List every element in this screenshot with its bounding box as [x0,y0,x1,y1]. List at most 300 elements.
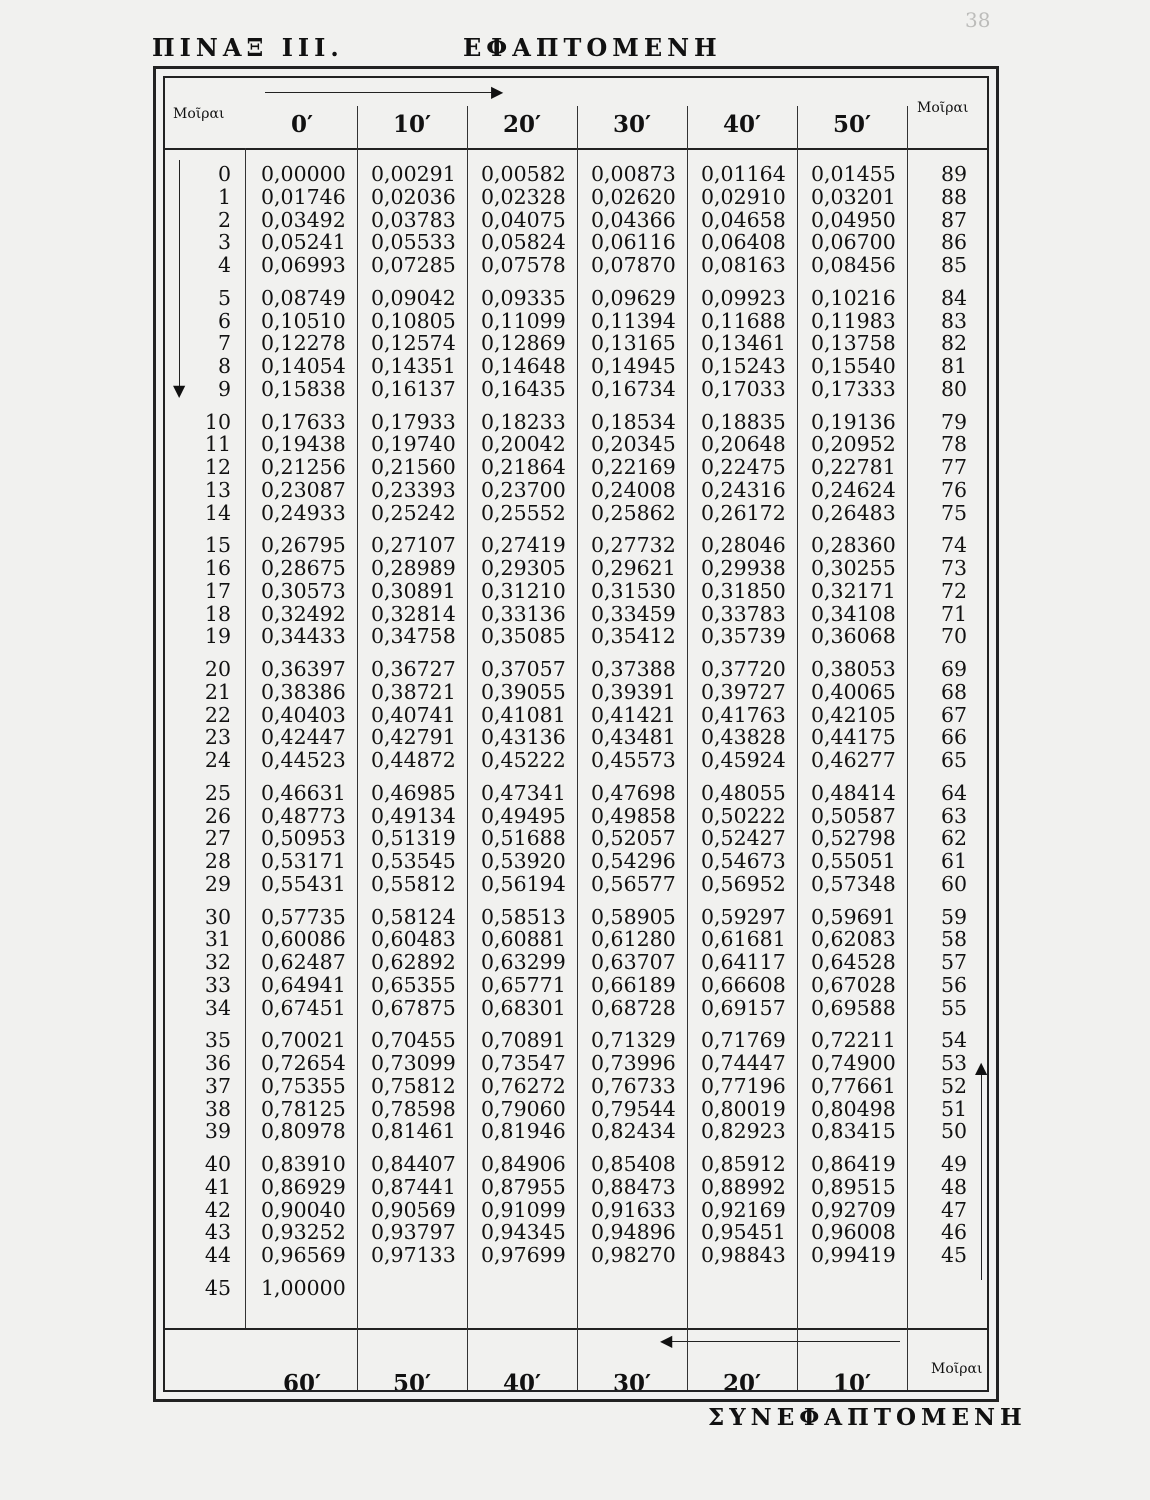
degree-cell: 16 [204,556,231,580]
tangent-value-cell: 0,11688 [701,308,786,333]
degree-cell: 41 [204,1174,231,1199]
tangent-value-cell: 0,28675 [261,556,346,580]
tangent-value-cell: 0,58513 [481,904,566,929]
degree-cell: 20 [204,657,231,681]
tangent-value-cell: 1,00000 [261,1275,346,1300]
tangent-value-cell: 0,35412 [591,624,676,649]
tangent-value-cell: 0,74447 [701,1051,786,1075]
tangent-value-cell: 0,09042 [371,285,456,310]
tangent-value-cell: 0,23700 [481,477,566,502]
tangent-value-cell: 0,14945 [591,354,676,378]
table-number-heading: ΠΙΝΑΞ ΙΙΙ. [152,33,344,62]
tangent-value-cell: 0,64528 [811,950,896,974]
degree-cell: 3 [217,230,231,255]
column-rule [797,106,798,1392]
tangent-value-cell: 0,79544 [591,1096,676,1121]
degree-cell: 7 [217,331,231,356]
tangent-value-cell: 0,54296 [591,849,676,873]
tangent-value-cell: 0,14351 [371,354,456,378]
tangent-value-cell: 0,21256 [261,455,346,479]
bottom-minutes-arrow [670,1341,900,1342]
tangent-value-cell: 0,42105 [811,702,896,727]
complement-degree-cell: 82 [941,331,968,356]
tangent-value-cell: 0,55431 [261,871,346,896]
tangent-value-cell: 0,95451 [701,1220,786,1245]
complement-degree-cell: 61 [941,849,968,873]
tangent-value-cell: 0,11099 [481,308,566,333]
tangent-value-cell: 0,96569 [261,1243,346,1267]
tangent-value-cell: 0,90569 [371,1197,456,1222]
tangent-value-cell: 0,77196 [701,1073,786,1098]
tangent-heading: ΕΦΑΠΤΟΜΕΝΗ [463,33,722,62]
tangent-value-cell: 0,30573 [261,578,346,603]
degree-cell: 30 [204,904,231,929]
tangent-value-cell: 0,03201 [811,184,896,209]
complement-degree-cell: 54 [941,1028,968,1053]
degree-cell: 13 [204,477,231,502]
complement-degree-cell: 67 [941,702,968,727]
tangent-value-cell: 0,74900 [811,1051,896,1075]
tangent-value-cell: 0,20345 [591,432,676,457]
tangent-value-cell: 0,29938 [701,556,786,580]
tangent-value-cell: 0,14054 [261,354,346,378]
tangent-value-cell: 0,36068 [811,624,896,649]
tangent-value-cell: 0,36397 [261,657,346,681]
tangent-value-cell: 0,73099 [371,1051,456,1075]
complement-degree-cell: 62 [941,826,968,851]
complement-degree-cell: 56 [941,972,968,997]
tangent-value-cell: 0,61681 [701,927,786,952]
tangent-value-cell: 0,35085 [481,624,566,649]
tangent-value-cell: 0,27107 [371,533,456,558]
tangent-value-cell: 0,65355 [371,972,456,997]
tangent-value-cell: 0,20648 [701,432,786,457]
column-rule [577,106,578,1392]
tangent-value-cell: 0,31530 [591,578,676,603]
tangent-value-cell: 0,13165 [591,331,676,356]
tangent-value-cell: 0,88992 [701,1174,786,1199]
bottom-minute-header: 50′ [392,1370,432,1392]
tangent-value-cell: 0,60483 [371,927,456,952]
degrees-down-arrow [179,160,180,388]
complement-degree-cell: 60 [941,871,968,896]
tangent-value-cell: 0,94345 [481,1220,566,1245]
tangent-value-cell: 0,16734 [591,376,676,401]
tangent-value-cell: 0,04658 [701,207,786,232]
tangent-value-cell: 0,04075 [481,207,566,232]
tangent-value-cell: 0,83415 [811,1119,896,1144]
tangent-value-cell: 0,05533 [371,230,456,255]
degree-cell: 28 [204,849,231,873]
tangent-value-cell: 0,61280 [591,927,676,952]
tangent-value-cell: 0,32171 [811,578,896,603]
column-rule [245,148,246,1328]
degree-cell: 33 [204,972,231,997]
tangent-value-cell: 0,46631 [261,780,346,805]
tangent-value-cell: 0,90040 [261,1197,346,1222]
tangent-value-cell: 0,50222 [701,803,786,828]
tangent-value-cell: 0,97133 [371,1243,456,1267]
degree-cell: 19 [204,624,231,649]
tangent-value-cell: 0,33783 [701,601,786,626]
top-minute-header: 50′ [832,111,872,138]
tangent-value-cell: 0,58124 [371,904,456,929]
tangent-value-cell: 0,00000 [261,162,346,186]
tangent-value-cell: 0,09629 [591,285,676,310]
tangent-value-cell: 0,22169 [591,455,676,479]
complement-degree-cell: 85 [941,253,968,277]
tangent-value-cell: 0,70891 [481,1028,566,1053]
tangent-value-cell: 0,31850 [701,578,786,603]
tangent-value-cell: 0,33136 [481,601,566,626]
tangent-value-cell: 0,28360 [811,533,896,558]
column-rule [357,106,358,1392]
complement-degree-cell: 77 [941,455,968,479]
tangent-value-cell: 0,69157 [701,995,786,1020]
tangent-value-cell: 0,85408 [591,1152,676,1176]
complement-degree-cell: 70 [941,624,968,649]
complement-degree-cell: 74 [941,533,968,558]
tangent-value-cell: 0,38721 [371,679,456,704]
tangent-value-cell: 0,06993 [261,253,346,277]
tangent-value-cell: 0,51688 [481,826,566,851]
tangent-value-cell: 0,25552 [481,500,566,525]
tangent-table [163,76,989,1392]
tangent-value-cell: 0,98270 [591,1243,676,1267]
degree-cell: 37 [204,1073,231,1098]
degrees-label-left: Μοῖραι [173,106,225,122]
tangent-value-cell: 0,50953 [261,826,346,851]
tangent-value-cell: 0,78125 [261,1096,346,1121]
complement-degree-cell: 76 [941,477,968,502]
tangent-value-cell: 0,94896 [591,1220,676,1245]
complement-degree-cell: 59 [941,904,968,929]
degree-cell: 36 [204,1051,231,1075]
tangent-value-cell: 0,08456 [811,253,896,277]
top-minute-header: 0′ [290,111,314,138]
tangent-value-cell: 0,23087 [261,477,346,502]
complement-degree-cell: 66 [941,725,968,750]
tangent-value-cell: 0,41421 [591,702,676,727]
tangent-value-cell: 0,40065 [811,679,896,704]
tangent-value-cell: 0,05241 [261,230,346,255]
tangent-value-cell: 0,12278 [261,331,346,356]
complement-degree-cell: 88 [941,184,968,209]
bottom-minutes-arrow-head-icon: ◀ [660,1331,673,1350]
tangent-value-cell: 0,18233 [481,409,566,434]
tangent-value-cell: 0,34433 [261,624,346,649]
tangent-value-cell: 0,69588 [811,995,896,1020]
complement-degree-cell: 52 [941,1073,968,1098]
tangent-value-cell: 0,12869 [481,331,566,356]
tangent-value-cell: 0,73547 [481,1051,566,1075]
tangent-value-cell: 0,66608 [701,972,786,997]
bottom-minute-header: 30′ [612,1370,652,1392]
tangent-value-cell: 0,11983 [811,308,896,333]
tangent-value-cell: 0,02036 [371,184,456,209]
tangent-value-cell: 0,36727 [371,657,456,681]
tangent-value-cell: 0,45222 [481,748,566,772]
degree-cell: 11 [204,432,231,457]
tangent-value-cell: 0,98843 [701,1243,786,1267]
tangent-value-cell: 0,15838 [261,376,346,401]
tangent-value-cell: 0,26483 [811,500,896,525]
tangent-value-cell: 0,68728 [591,995,676,1020]
tangent-value-cell: 0,10216 [811,285,896,310]
degree-cell: 18 [204,601,231,626]
top-minutes-arrow [265,92,495,93]
tangent-value-cell: 0,53545 [371,849,456,873]
tangent-value-cell: 0,15243 [701,354,786,378]
tangent-value-cell: 0,23393 [371,477,456,502]
complement-degree-cell: 55 [941,995,968,1020]
complement-degree-cell: 80 [941,376,968,401]
tangent-value-cell: 0,02328 [481,184,566,209]
tangent-value-cell: 0,52427 [701,826,786,851]
tangent-value-cell: 0,39055 [481,679,566,704]
tangent-value-cell: 0,49495 [481,803,566,828]
degree-cell: 15 [204,533,231,558]
top-minutes-arrow-head-icon: ▶ [491,82,504,101]
degrees-up-arrow-head-icon: ▲ [975,1058,988,1077]
tangent-value-cell: 0,44523 [261,748,346,772]
tangent-value-cell: 0,63707 [591,950,676,974]
tangent-value-cell: 0,42447 [261,725,346,750]
tangent-value-cell: 0,14648 [481,354,566,378]
degree-cell: 4 [217,253,231,277]
tangent-value-cell: 0,37057 [481,657,566,681]
tangent-value-cell: 0,46985 [371,780,456,805]
tangent-value-cell: 0,01455 [811,162,896,186]
degree-cell: 12 [204,455,231,479]
complement-degree-cell: 75 [941,500,968,525]
tangent-value-cell: 0,20042 [481,432,566,457]
degree-cell: 22 [204,702,231,727]
tangent-value-cell: 0,93252 [261,1220,346,1245]
tangent-value-cell: 0,71769 [701,1028,786,1053]
tangent-value-cell: 0,06700 [811,230,896,255]
tangent-value-cell: 0,79060 [481,1096,566,1121]
degree-cell: 26 [204,803,231,828]
tangent-value-cell: 0,24933 [261,500,346,525]
tangent-value-cell: 0,21560 [371,455,456,479]
tangent-value-cell: 0,17333 [811,376,896,401]
tangent-value-cell: 0,41081 [481,702,566,727]
degree-cell: 5 [217,285,231,310]
degrees-down-arrow-head-icon: ▼ [173,381,186,400]
complement-degree-cell: 47 [941,1197,968,1222]
tangent-value-cell: 0,09923 [701,285,786,310]
complement-degree-cell: 65 [941,748,968,772]
tangent-value-cell: 0,32492 [261,601,346,626]
tangent-value-cell: 0,03492 [261,207,346,232]
tangent-value-cell: 0,84906 [481,1152,566,1176]
tangent-value-cell: 0,46277 [811,748,896,772]
tangent-value-cell: 0,08163 [701,253,786,277]
degree-cell: 2 [217,207,231,232]
tangent-value-cell: 0,29305 [481,556,566,580]
degree-cell: 25 [204,780,231,805]
degree-cell: 9 [217,376,231,401]
tangent-value-cell: 0,70021 [261,1028,346,1053]
tangent-value-cell: 0,83910 [261,1152,346,1176]
tangent-value-cell: 0,21864 [481,455,566,479]
tangent-value-cell: 0,52057 [591,826,676,851]
tangent-value-cell: 0,52798 [811,826,896,851]
tangent-value-cell: 0,96008 [811,1220,896,1245]
tangent-value-cell: 0,33459 [591,601,676,626]
complement-degree-cell: 84 [941,285,968,310]
tangent-value-cell: 0,93797 [371,1220,456,1245]
tangent-value-cell: 0,80978 [261,1119,346,1144]
tangent-value-cell: 0,28989 [371,556,456,580]
tangent-value-cell: 0,17633 [261,409,346,434]
complement-degree-cell: 51 [941,1096,968,1121]
tangent-value-cell: 0,16137 [371,376,456,401]
tangent-value-cell: 0,17033 [701,376,786,401]
degrees-label-bottom: Μοῖραι [931,1361,983,1377]
tangent-value-cell: 0,56194 [481,871,566,896]
complement-degree-cell: 57 [941,950,968,974]
complement-degree-cell: 69 [941,657,968,681]
tangent-value-cell: 0,11394 [591,308,676,333]
tangent-value-cell: 0,34108 [811,601,896,626]
tangent-value-cell: 0,76733 [591,1073,676,1098]
tangent-value-cell: 0,45924 [701,748,786,772]
tangent-value-cell: 0,34758 [371,624,456,649]
tangent-value-cell: 0,22781 [811,455,896,479]
tangent-value-cell: 0,86419 [811,1152,896,1176]
tangent-value-cell: 0,88473 [591,1174,676,1199]
tangent-value-cell: 0,40403 [261,702,346,727]
tangent-value-cell: 0,48055 [701,780,786,805]
tangent-value-cell: 0,13758 [811,331,896,356]
tangent-value-cell: 0,30255 [811,556,896,580]
tangent-value-cell: 0,17933 [371,409,456,434]
tangent-value-cell: 0,29621 [591,556,676,580]
tangent-value-cell: 0,57348 [811,871,896,896]
tangent-value-cell: 0,04950 [811,207,896,232]
page-number: 38 [965,8,991,32]
degree-cell: 24 [204,748,231,772]
tangent-value-cell: 0,64941 [261,972,346,997]
tangent-value-cell: 0,76272 [481,1073,566,1098]
tangent-value-cell: 0,02620 [591,184,676,209]
complement-degree-cell: 46 [941,1220,968,1245]
degree-cell: 27 [204,826,231,851]
tangent-value-cell: 0,72654 [261,1051,346,1075]
tangent-value-cell: 0,15540 [811,354,896,378]
tangent-value-cell: 0,09335 [481,285,566,310]
tangent-value-cell: 0,66189 [591,972,676,997]
tangent-value-cell: 0,43481 [591,725,676,750]
complement-degree-cell: 50 [941,1119,968,1144]
complement-degree-cell: 58 [941,927,968,952]
degree-cell: 0 [217,162,231,186]
degree-cell: 40 [204,1152,231,1176]
tangent-value-cell: 0,16435 [481,376,566,401]
tangent-value-cell: 0,19136 [811,409,896,434]
tangent-value-cell: 0,13461 [701,331,786,356]
tangent-value-cell: 0,26172 [701,500,786,525]
complement-degree-cell: 53 [941,1051,968,1075]
cotangent-heading: ΣΥΝΕΦΑΠΤΟΜΕΝΗ [708,1404,1027,1431]
tangent-value-cell: 0,24624 [811,477,896,502]
tangent-value-cell: 0,08749 [261,285,346,310]
tangent-value-cell: 0,73996 [591,1051,676,1075]
tangent-value-cell: 0,75812 [371,1073,456,1098]
complement-degree-cell: 78 [941,432,968,457]
tangent-value-cell: 0,58905 [591,904,676,929]
tangent-value-cell: 0,07578 [481,253,566,277]
degrees-up-arrow [981,1072,982,1280]
tangent-value-cell: 0,24316 [701,477,786,502]
tangent-value-cell: 0,49134 [371,803,456,828]
complement-degree-cell: 63 [941,803,968,828]
tangent-value-cell: 0,92169 [701,1197,786,1222]
tangent-value-cell: 0,50587 [811,803,896,828]
tangent-value-cell: 0,54673 [701,849,786,873]
tangent-value-cell: 0,25242 [371,500,456,525]
degree-cell: 1 [217,184,231,209]
complement-degree-cell: 71 [941,601,968,626]
tangent-value-cell: 0,48414 [811,780,896,805]
tangent-value-cell: 0,05824 [481,230,566,255]
tangent-value-cell: 0,51319 [371,826,456,851]
bottom-minute-header: 60′ [282,1370,322,1392]
complement-degree-cell: 49 [941,1152,968,1176]
tangent-value-cell: 0,47341 [481,780,566,805]
complement-degree-cell: 48 [941,1174,968,1199]
complement-degree-cell: 81 [941,354,968,378]
top-minute-header: 30′ [612,111,652,138]
degree-cell: 17 [204,578,231,603]
degree-cell: 35 [204,1028,231,1053]
tangent-value-cell: 0,53920 [481,849,566,873]
complement-degree-cell: 64 [941,780,968,805]
tangent-value-cell: 0,38386 [261,679,346,704]
tangent-value-cell: 0,40741 [371,702,456,727]
complement-degree-cell: 45 [941,1243,968,1267]
tangent-value-cell: 0,72211 [811,1028,896,1053]
tangent-value-cell: 0,62892 [371,950,456,974]
tangent-value-cell: 0,06408 [701,230,786,255]
tangent-value-cell: 0,84407 [371,1152,456,1176]
tangent-value-cell: 0,24008 [591,477,676,502]
tangent-value-cell: 0,28046 [701,533,786,558]
tangent-value-cell: 0,00291 [371,162,456,186]
tangent-value-cell: 0,27732 [591,533,676,558]
degree-cell: 38 [204,1096,231,1121]
tangent-value-cell: 0,37720 [701,657,786,681]
tangent-value-cell: 0,25862 [591,500,676,525]
tangent-value-cell: 0,18534 [591,409,676,434]
tangent-value-cell: 0,32814 [371,601,456,626]
degree-cell: 31 [204,927,231,952]
tangent-value-cell: 0,26795 [261,533,346,558]
tangent-value-cell: 0,87441 [371,1174,456,1199]
tangent-value-cell: 0,27419 [481,533,566,558]
tangent-value-cell: 0,80019 [701,1096,786,1121]
tangent-value-cell: 0,03783 [371,207,456,232]
degree-cell: 6 [217,308,231,333]
tangent-value-cell: 0,56952 [701,871,786,896]
tangent-value-cell: 0,07870 [591,253,676,277]
tangent-value-cell: 0,55812 [371,871,456,896]
header-divider [165,148,987,150]
tangent-value-cell: 0,59297 [701,904,786,929]
degree-cell: 32 [204,950,231,974]
